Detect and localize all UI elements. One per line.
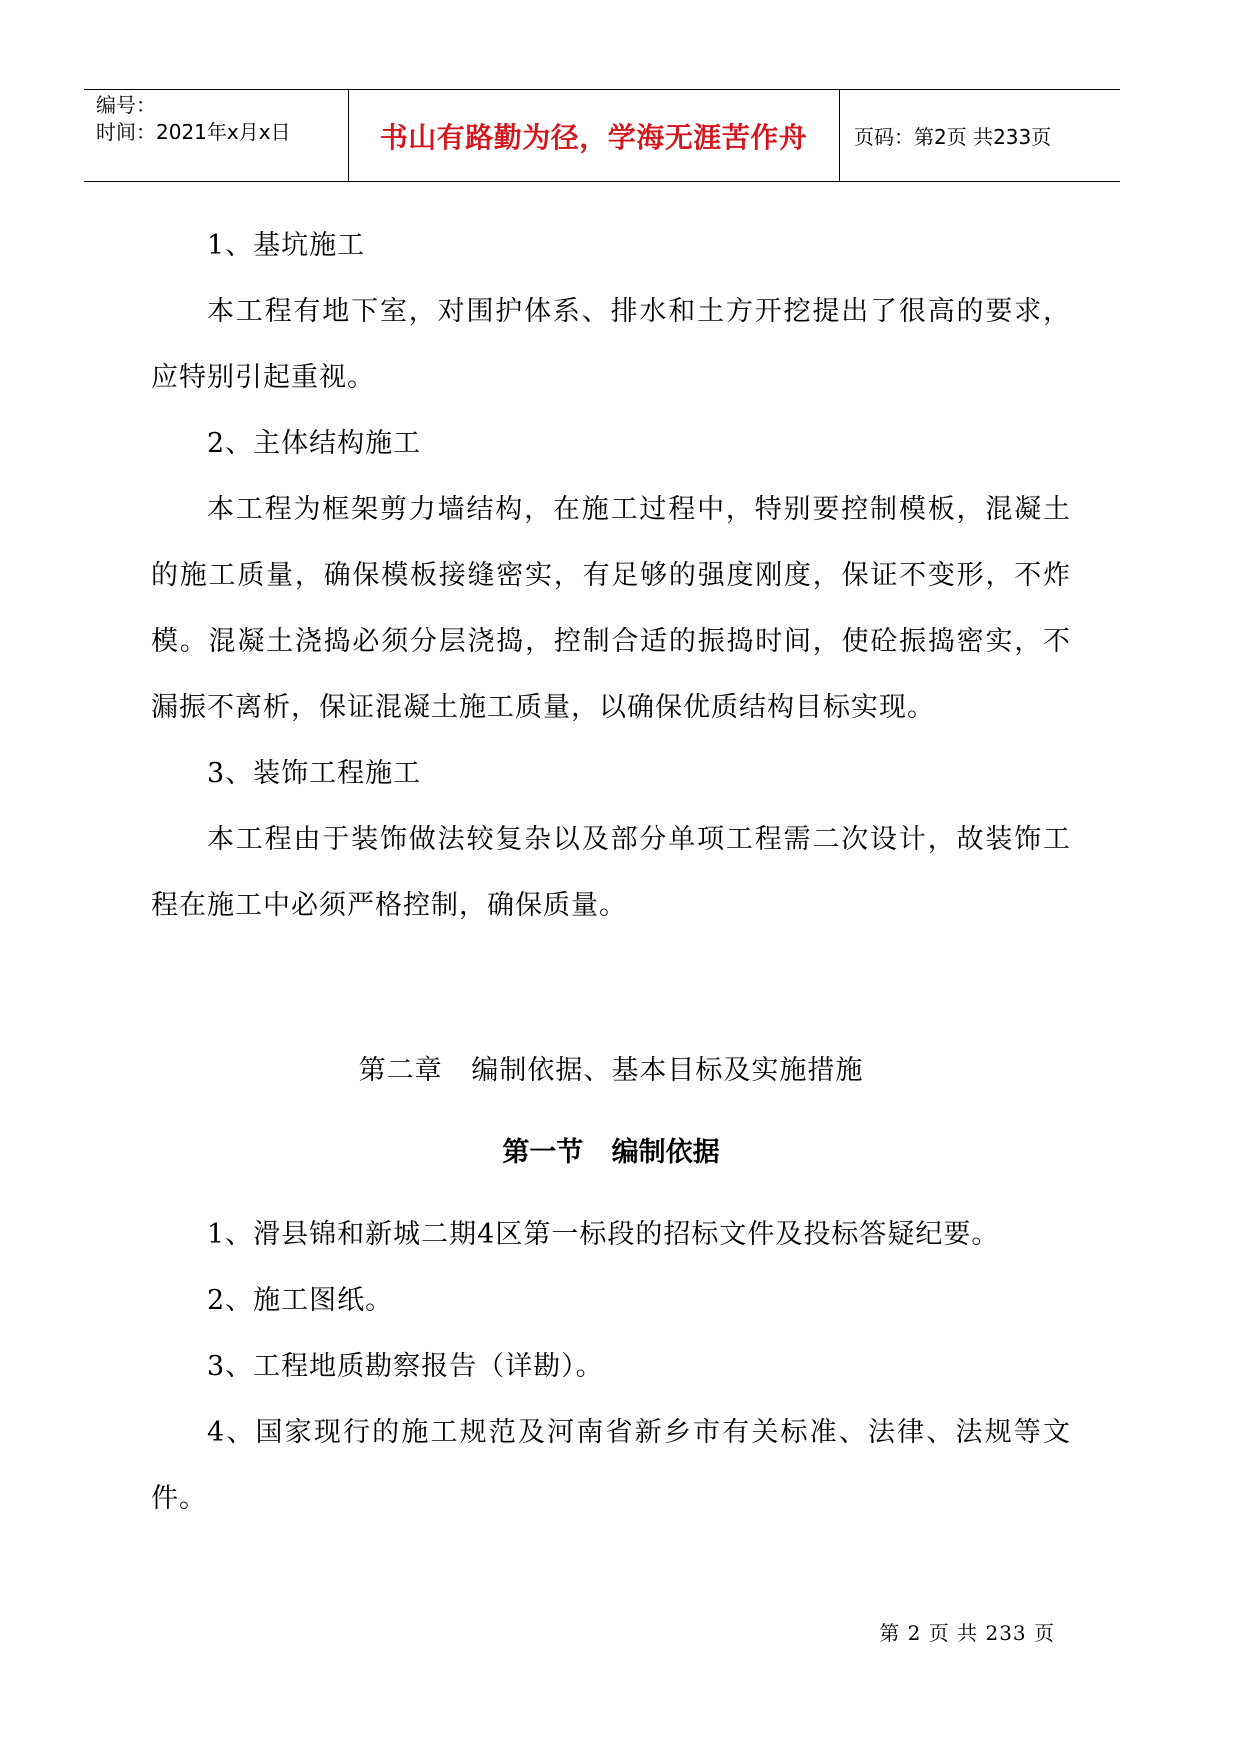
- paragraph-foundation-pit: 本工程有地下室，对围护体系、排水和土方开挖提出了很高的要求，应特别引起重视。: [151, 296, 1071, 393]
- subsection-heading-foundation-pit: 1、基坑施工: [207, 230, 366, 261]
- basis-item-2: 2、施工图纸。: [207, 1285, 394, 1316]
- paragraph-decoration: 本工程由于装饰做法较复杂以及部分单项工程需二次设计，故装饰工程在施工中必须严格控制，确保质量。: [151, 824, 1071, 921]
- header-page-code: 页码：第2页 共233页: [854, 125, 1052, 149]
- spacer: [151, 939, 1071, 1038]
- header-motto: 书山有路勤为径，学海无涯苦作舟: [379, 120, 808, 154]
- chapter-title: 第二章 编制依据、基本目标及实施措施: [358, 1055, 864, 1086]
- basis-item-4: 4、国家现行的施工规范及河南省新乡市有关标准、法律、法规等文件。: [151, 1417, 1071, 1514]
- page-header: [84, 89, 1120, 182]
- subsection-heading-decoration: 3、装饰工程施工: [207, 758, 422, 789]
- page-footer: 第 2 页 共 233 页: [879, 1621, 1055, 1645]
- basis-item-1: 1、滑县锦和新城二期4区第一标段的招标文件及投标答疑纪要。: [207, 1219, 1000, 1250]
- paragraph-main-structure: 本工程为框架剪力墙结构，在施工过程中，特别要控制模板，混凝土的施工质量，确保模板接缝密实，有足够的强度刚度，保证不变形，不炸模。混凝土浇捣必须分层浇捣，控制合适的振捣时间，使砼振捣密实，不漏振不离析，保证混凝土施工质量，以确保优质结构目标实现。: [151, 494, 1071, 723]
- subsection-heading-main-structure: 2、主体结构施工: [207, 428, 422, 459]
- basis-item-3: 3、工程地质勘察报告（详勘）。: [207, 1351, 604, 1382]
- spacer: [151, 1186, 1071, 1202]
- document-number-label: 编号：: [96, 93, 156, 117]
- document-body: [151, 213, 1071, 1532]
- section-title: 第一节 编制依据: [502, 1137, 720, 1168]
- spacer: [151, 1104, 1071, 1120]
- header-divider-right: [839, 90, 840, 181]
- document-time-label: 时间：2021年x月x日: [96, 120, 291, 144]
